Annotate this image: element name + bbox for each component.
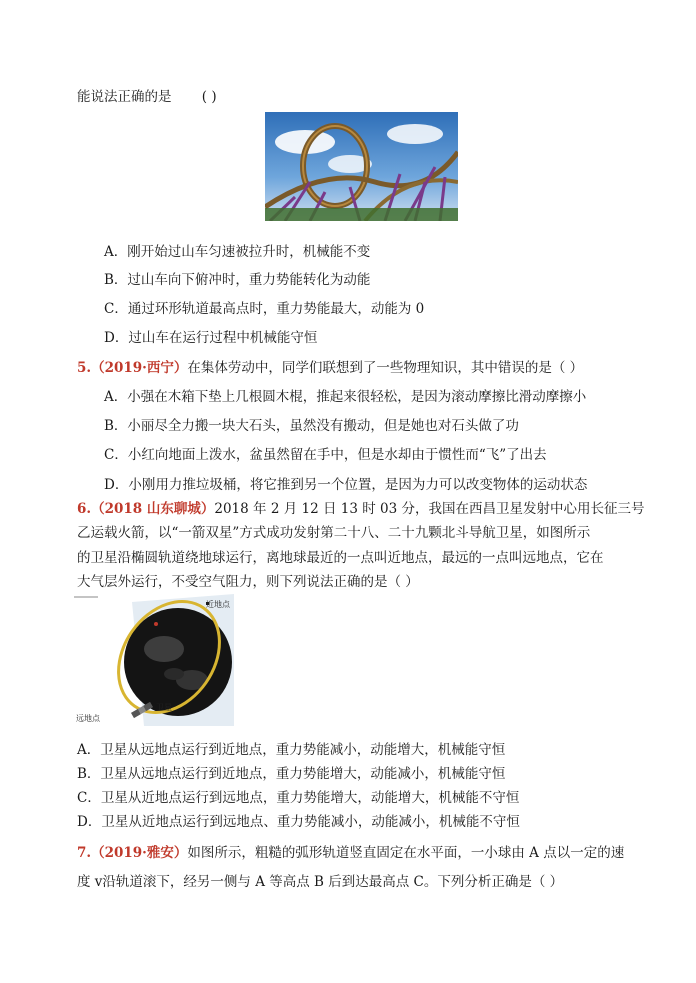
- q6-stem-line-2: 乙运载火箭，以“一箭双星”方式成功发射第二十八、二十九颗北斗导航卫星，如图所示: [77, 525, 591, 541]
- q5-stem: [77, 359, 583, 377]
- q6-option-c: C．卫星从近地点运行到远地点，重力势能增大，动能增大，机械能不守恒: [77, 790, 520, 806]
- q5-option-d: D．小刚用力推垃圾桶，将它推到另一个位置，是因为力可以改变物体的运动状态: [104, 477, 588, 493]
- q5-number-source: 5.（2019·西宁）: [77, 360, 188, 376]
- q6-option-b: B．卫星从远地点运行到近地点，重力势能增大，动能减小，机械能守恒: [77, 766, 506, 782]
- q5-option-c: C．小红向地面上泼水，盆虽然留在手中，但是水却由于惯性而“飞”了出去: [104, 447, 547, 463]
- q5-option-a: A．小强在木箱下垫上几根圆木棍，推起来很轻松，是因为滚动摩擦比滑动摩擦小: [104, 389, 587, 405]
- satellite-orbit-figure: [74, 594, 234, 726]
- far-point-label: 远地点: [76, 714, 100, 723]
- q6-option-d: D．卫星从近地点运行到远地点、重力势能减小，动能减小，机械能不守恒: [77, 814, 520, 830]
- q4-option-c: C．通过环形轨道最高点时，重力势能最大，动能为 0: [104, 301, 425, 317]
- q4-stem: [77, 88, 217, 106]
- q7-stem-line-2: 度 v沿轨道滚下，经另一侧与 A 等高点 B 后到达最高点 C。下列分析正确是（ ）: [77, 874, 564, 890]
- q4-option-d: D．过山车在运行过程中机械能守恒: [104, 330, 318, 346]
- q5-stem-text: 在集体劳动中，同学们联想到了一些物理知识，其中错误的是（ ）: [187, 360, 584, 376]
- q7-stem-text: 如图所示，粗糙的弧形轨道竖直固定在水平面，一小球由 A 点以一定的速: [187, 845, 625, 861]
- q4-answer-paren: ( ): [201, 89, 217, 105]
- q7-stem-line-1: [77, 844, 624, 862]
- q7-number-source: 7.（2019·雅安）: [77, 845, 188, 861]
- q6-stem-line-4: 大气层外运行，不受空气阻力，则下列说法正确的是（ ）: [77, 574, 419, 590]
- roller-coaster-photo: [265, 112, 458, 221]
- q4-option-b: B．过山车向下俯冲时，重力势能转化为动能: [104, 272, 371, 288]
- q6-stem-line-3: 的卫星沿椭圆轨道绕地球运行，离地球最近的一点叫近地点，最远的一点叫远地点，它在: [77, 550, 604, 566]
- q6-number-source: 6.（2018 山东聊城）: [77, 501, 215, 517]
- satellite-label: 卫星: [156, 703, 172, 712]
- near-point-label: 近地点: [206, 600, 230, 609]
- q5-option-b: B．小丽尽全力搬一块大石头，虽然没有搬动，但是她也对石头做了功: [104, 418, 519, 434]
- q4-stem-text: 能说法正确的是: [77, 89, 172, 105]
- q4-option-a: A．刚开始过山车匀速被拉升时，机械能不变: [104, 244, 371, 260]
- q6-stem-line-1: [77, 500, 644, 518]
- q6-option-a: A．卫星从远地点运行到近地点，重力势能减小，动能增大，机械能守恒: [77, 742, 506, 758]
- q6-stem-text: 2018 年 2 月 12 日 13 时 03 分，我国在西昌卫星发射中心用长征三号: [214, 501, 645, 517]
